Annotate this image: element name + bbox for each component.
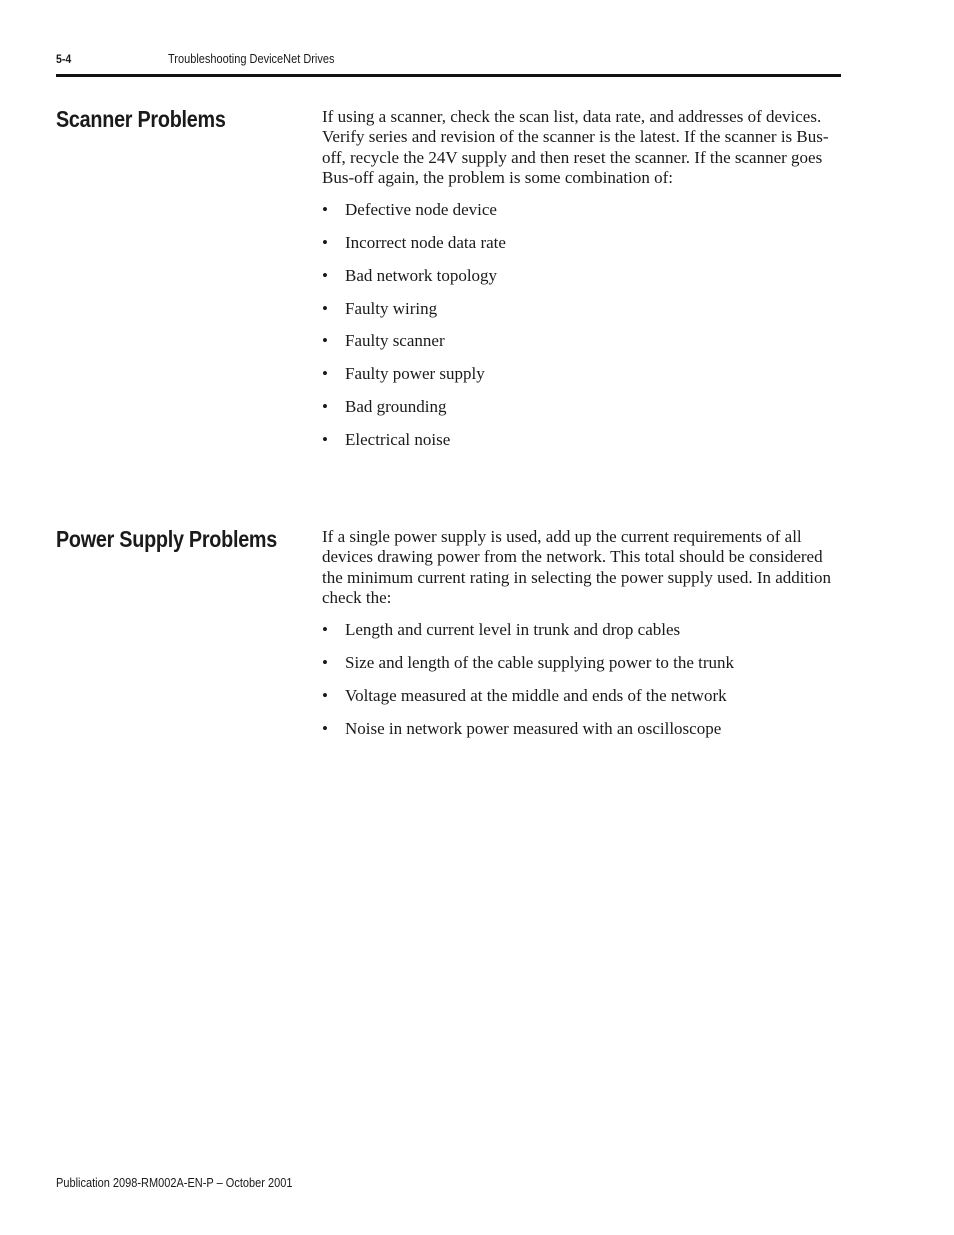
list-item: [322, 364, 842, 397]
bullet-icon: •: [322, 232, 328, 252]
bullet-icon: •: [322, 620, 328, 640]
list-item-text: Defective node device: [345, 200, 497, 220]
list-item-text: Faulty scanner: [345, 331, 445, 351]
list-item: [322, 200, 842, 233]
list-item-text: Faulty wiring: [345, 298, 438, 318]
bullet-icon: •: [322, 652, 328, 672]
section-paragraph: If a single power supply is used, add up the current requirements of all devices drawing power from the network. This total should be considered the minimum current rating in selecting the power supply used. In addition check the:: [322, 527, 831, 607]
bullet-icon: •: [322, 396, 328, 416]
bullet-list-power-supply-problems: [322, 620, 842, 751]
bullet-icon: •: [322, 429, 328, 449]
page-number: 5-4: [56, 52, 72, 66]
header-rule: [56, 74, 841, 77]
list-item: [322, 299, 842, 332]
bullet-list-scanner-problems: [322, 200, 842, 462]
bullet-icon: •: [322, 364, 328, 384]
list-item-text: Size and length of the cable supplying power to the trunk: [345, 652, 735, 672]
list-item: [322, 719, 842, 752]
section-body-power-supply-problems: [322, 527, 842, 751]
list-item: [322, 653, 842, 686]
running-title: Troubleshooting DeviceNet Drives: [168, 52, 335, 66]
list-item-text: Electrical noise: [345, 429, 451, 449]
list-item: [322, 233, 842, 266]
section-heading-scanner-problems: Scanner Problems: [56, 106, 226, 132]
list-item-text: Faulty power supply: [345, 364, 485, 384]
list-item-text: Noise in network power measured with an oscilloscope: [345, 718, 722, 738]
section-paragraph: If using a scanner, check the scan list, data rate, and addresses of devices. Verify series and revision of the scanner is the latest. If the scanner is Bus-off, recycle the 24V supply and then reset the scanner. If the scanner goes Bus-off again, the problem is some combination of:: [322, 107, 829, 187]
bullet-icon: •: [322, 685, 328, 705]
bullet-icon: •: [322, 331, 328, 351]
list-item-text: Voltage measured at the middle and ends of the network: [345, 685, 727, 705]
list-item: [322, 331, 842, 364]
list-item-text: Incorrect node data rate: [345, 232, 506, 252]
list-item-text: Bad network topology: [345, 265, 498, 285]
bullet-icon: •: [322, 298, 328, 318]
bullet-icon: •: [322, 718, 328, 738]
list-item-text: Length and current level in trunk and drop cables: [345, 620, 681, 640]
list-item-text: Bad grounding: [345, 396, 447, 416]
list-item: [322, 686, 842, 719]
list-item: [322, 430, 842, 463]
footer-publication: Publication 2098-RM002A-EN-P – October 2001: [56, 1176, 293, 1190]
list-item: [322, 266, 842, 299]
bullet-icon: •: [322, 200, 328, 220]
list-item: [322, 620, 842, 653]
list-item: [322, 397, 842, 430]
bullet-icon: •: [322, 265, 328, 285]
section-heading-power-supply-problems: Power Supply Problems: [56, 526, 278, 552]
section-body-scanner-problems: [322, 107, 842, 463]
